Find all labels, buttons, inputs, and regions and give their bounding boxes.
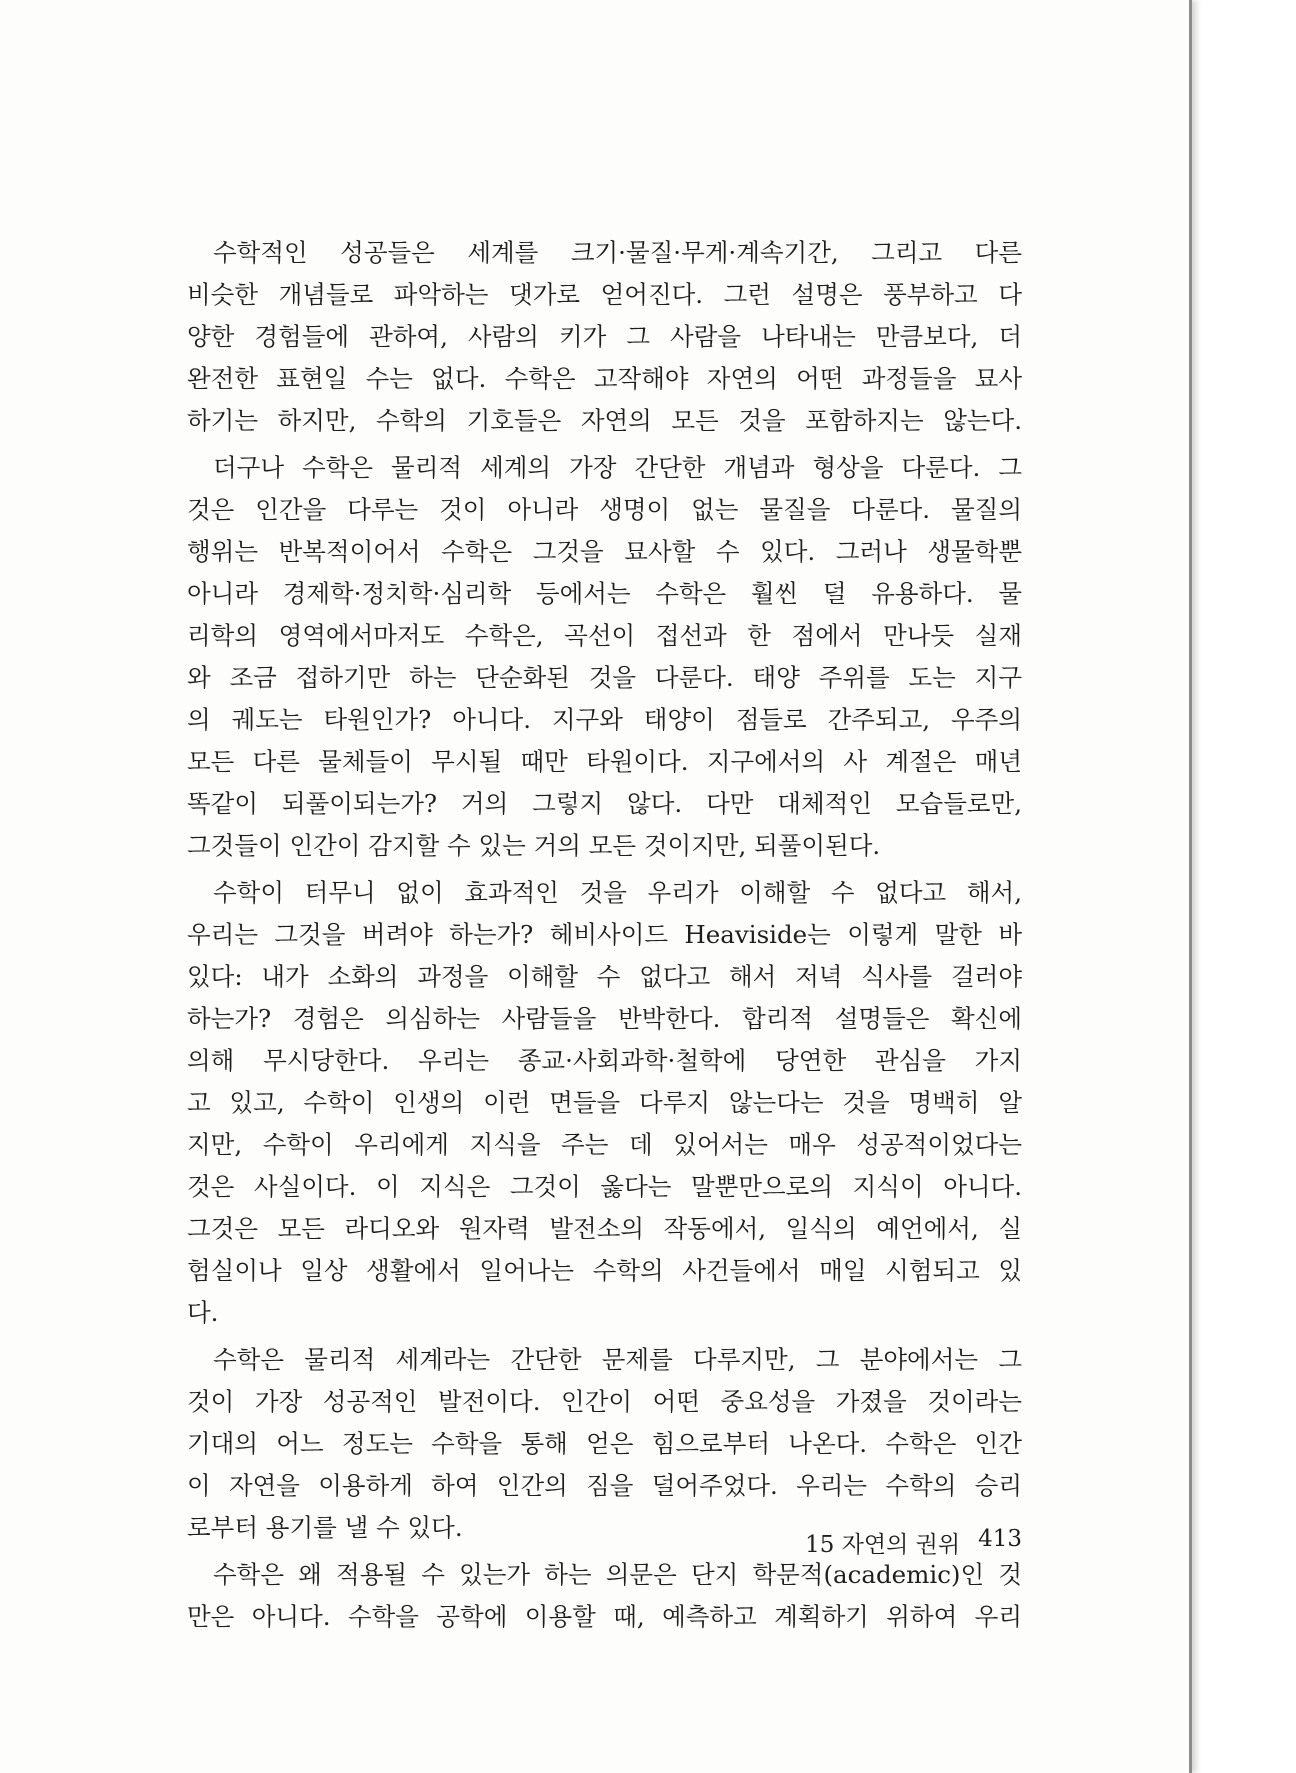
running-footer-chapter: 15 자연의 권위 (805, 1532, 961, 1558)
text-line: 것이 가장 성공적인 발전이다. 인간이 어떤 중요성을 가졌을 것이라는 (187, 1387, 1022, 1416)
text-line: 의해 무시당한다. 우리는 종교·사회과학·철학에 당연한 관심을 가지 (187, 1046, 1022, 1075)
text-line: 하는가? 경험은 의심하는 사람들을 반박한다. 합리적 설명들은 확신에 (187, 1004, 1022, 1033)
text-line: 로부터 용기를 낼 수 있다. (187, 1513, 463, 1542)
page-number: 413 (978, 1526, 1022, 1552)
page-footer (760, 1526, 1022, 1559)
text-line: 수학은 왜 적용될 수 있는가 하는 의문은 단지 학문적(academic)인 것 (213, 1560, 1022, 1589)
text-line: 것은 사실이다. 이 지식은 그것이 옳다는 말뿐만으로의 지식이 아니다. (187, 1172, 1022, 1201)
text-line: 와 조금 접하기만 하는 단순화된 것을 다룬다. 태양 주위를 도는 지구 (187, 663, 1022, 692)
text-line: 그것은 모든 라디오와 원자력 발전소의 작동에서, 일식의 예언에서, 실 (187, 1214, 1022, 1243)
text-line: 행위는 반복적이어서 수학은 그것을 묘사할 수 있다. 그러나 생물학뿐 (187, 537, 1022, 566)
text-line: 기대의 어느 정도는 수학을 통해 얻은 힘으로부터 나온다. 수학은 인간 (187, 1429, 1022, 1458)
text-line: 고 있고, 수학이 인생의 이런 면들을 다루지 않는다는 것을 명백히 알 (187, 1088, 1022, 1117)
paragraph-2 (187, 447, 1022, 867)
text-line: 우리는 그것을 버려야 하는가? 헤비사이드 Heaviside는 이렇게 말한 바 (187, 920, 1022, 949)
paragraph-5 (187, 1554, 1022, 1638)
text-line: 비슷한 개념들로 파악하는 댓가로 얻어진다. 그런 설명은 풍부하고 다 (187, 280, 1022, 309)
paragraph-4 (187, 1339, 1022, 1549)
text-line: 더구나 수학은 물리적 세계의 가장 간단한 개념과 형상을 다룬다. 그 (213, 453, 1022, 482)
text-line: 수학적인 성공들은 세계를 크기·물질·무게·계속기간, 그리고 다른 (213, 238, 1022, 267)
text-line: 양한 경험들에 관하여, 사람의 키가 그 사람을 나타내는 만큼보다, 더 (187, 322, 1022, 351)
text-line: 똑같이 되풀이되는가? 거의 그렇지 않다. 다만 대체적인 모습들로만, (187, 789, 1022, 818)
text-line: 지만, 수학이 우리에게 지식을 주는 데 있어서는 매우 성공적이었다는 (187, 1130, 1022, 1159)
text-line: 만은 아니다. 수학을 공학에 이용할 때, 예측하고 계획하기 위하여 우리 (187, 1602, 1022, 1631)
text-line: 아니라 경제학·정치학·심리학 등에서는 수학은 훨씬 덜 유용하다. 물 (187, 579, 1022, 608)
text-line: 모든 다른 물체들이 무시될 때만 타원이다. 지구에서의 사 계절은 매년 (187, 747, 1022, 776)
body-text (187, 232, 1022, 1643)
text-line: 이 자연을 이용하게 하여 인간의 짐을 덜어주었다. 우리는 수학의 승리 (187, 1471, 1022, 1500)
text-line: 그것들이 인간이 감지할 수 있는 거의 모든 것이지만, 되풀이된다. (187, 831, 881, 860)
text-line: 다. (187, 1298, 219, 1327)
text-line: 의 궤도는 타원인가? 아니다. 지구와 태양이 점들로 간주되고, 우주의 (187, 705, 1022, 734)
text-line: 수학은 물리적 세계라는 간단한 문제를 다루지만, 그 분야에서는 그 (213, 1345, 1022, 1374)
text-line: 수학이 터무니 없이 효과적인 것을 우리가 이해할 수 없다고 해서, (213, 878, 1022, 907)
text-line: 것은 인간을 다루는 것이 아니라 생명이 없는 물질을 다룬다. 물질의 (187, 495, 1022, 524)
text-line: 완전한 표현일 수는 없다. 수학은 고작해야 자연의 어떤 과정들을 묘사 (187, 364, 1022, 393)
text-line: 리학의 영역에서마저도 수학은, 곡선이 접선과 한 점에서 만나듯 실재 (187, 621, 1022, 650)
paragraph-1 (187, 232, 1022, 442)
text-line: 있다: 내가 소화의 과정을 이해할 수 없다고 해서 저녁 식사를 걸러야 (187, 962, 1022, 991)
paragraph-3 (187, 872, 1022, 1334)
text-line: 험실이나 일상 생활에서 일어나는 수학의 사건들에서 매일 시험되고 있 (187, 1256, 1022, 1285)
text-line: 하기는 하지만, 수학의 기호들은 자연의 모든 것을 포함하지는 않는다. (187, 406, 1022, 435)
